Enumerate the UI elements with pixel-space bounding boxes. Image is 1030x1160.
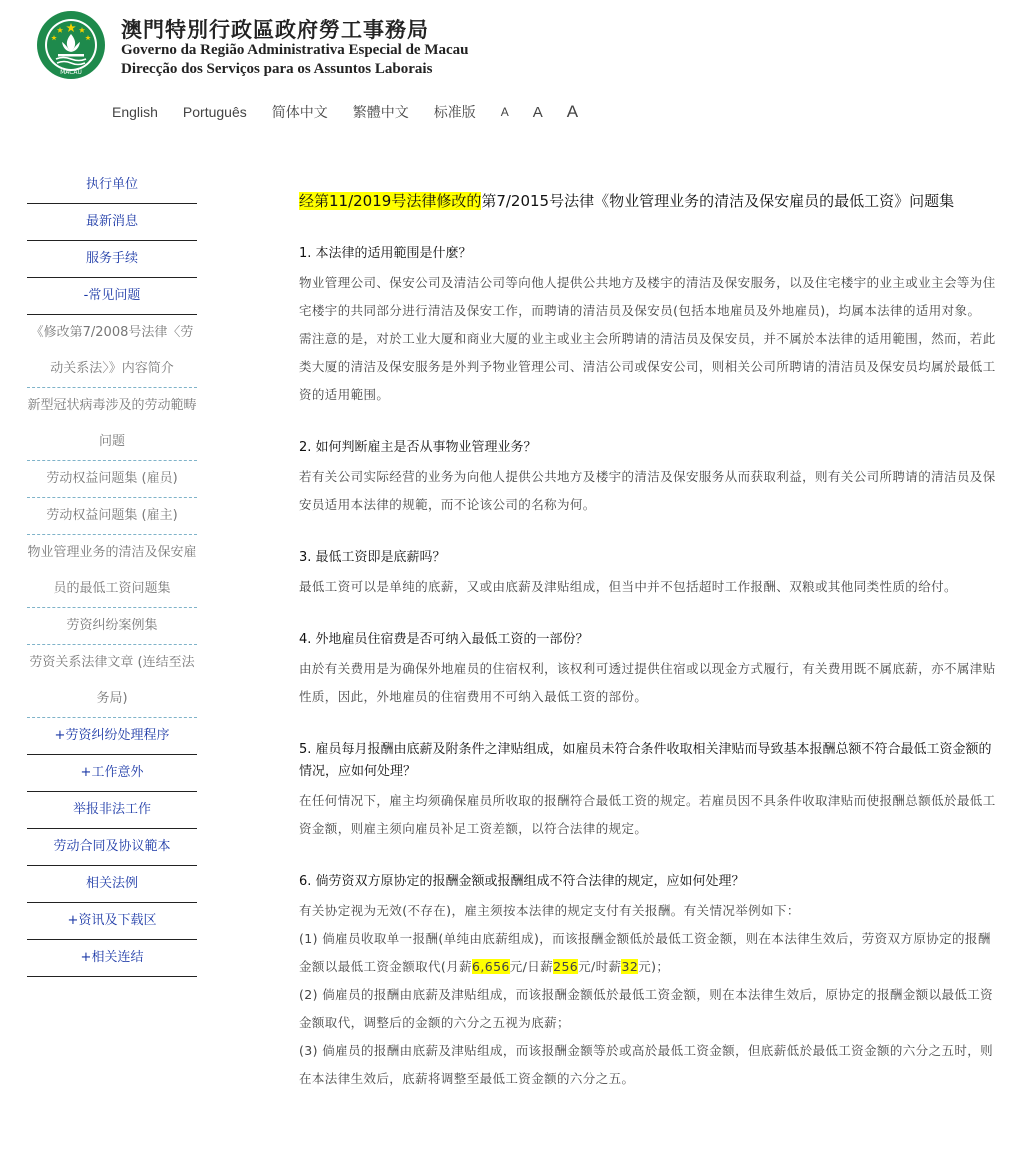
site-title-portuguese-line1: Governo da Região Administrativa Especial de Macau xyxy=(121,42,469,58)
sidebar-subitem-rights-employee[interactable]: 劳动权益问题集 (雇员) xyxy=(27,461,197,498)
faq-section-4 xyxy=(299,629,1001,711)
lang-simplified-chinese-link[interactable]: 简体中文 xyxy=(271,104,328,120)
main-content xyxy=(299,190,1001,1121)
faq-question: 2. 如何判断雇主是否从事物业管理业务？ xyxy=(299,440,537,455)
sidebar-item-work-accident[interactable]: +工作意外 xyxy=(27,755,197,792)
sidebar-item-related-links[interactable]: +相关连结 xyxy=(27,940,197,977)
faq-question: 6. 倘劳资双方原协定的报酬金额或报酬组成不符合法律的规定，应如何处理？ xyxy=(299,874,745,889)
faq-question: 1. 本法律的适用範围是什麼？ xyxy=(299,246,472,261)
faq-answer: 若有关公司实际经营的业务为向他人提供公共地方及楼宇的清洁及保安服务从而获取利益，则有关公司所聘请的清洁员及保安员适用本法律的规範，而不论该公司的名称为何。 xyxy=(299,469,996,512)
lang-portugues-link[interactable]: Português xyxy=(182,104,247,120)
sidebar-subitem-legal-articles[interactable]: 劳资关系法律文章 (连结至法务局) xyxy=(27,645,197,718)
faq-answer-example-1 xyxy=(299,925,1001,981)
faq-answer-example-3: (3) 倘雇员的报酬由底薪及津贴组成，而该报酬金额等於或高於最低工资金额，但底薪低於最低工资金额的六分之五时，则在本法律生效后，底薪将调整至最低工资金额的六分之五。 xyxy=(299,1043,994,1086)
site-title-portuguese-line2: Direcção dos Serviços para os Assuntos Laborais xyxy=(121,61,433,77)
faq-answer: 需注意的是，对於工业大厦和商业大厦的业主或业主会所聘请的清洁员及保安员，并不属於本法律的适用範围，然而，若此类大厦的清洁及保安服务是外判予物业管理公司、清洁公司或保安公司，则相关公司所聘请的清洁员及保安员均属於最低工资的适用範围。 xyxy=(299,331,996,402)
faq-question: 5. 雇员每月报酬由底薪及附条件之津贴组成，如雇员未符合条件收取相关津贴而导致基本报酬总额不符合最低工资金额的情况，应如何处理？ xyxy=(299,742,992,779)
faq-question: 3. 最低工资即是底薪吗？ xyxy=(299,550,446,565)
title-rest: 第7/2015号法律《物业管理业务的清洁及保安雇员的最低工资》问题集 xyxy=(481,192,955,210)
logo-text: MACAU xyxy=(60,69,82,76)
sidebar-subitem-covid-labour[interactable]: 新型冠状病毒涉及的劳动範畴问题 xyxy=(27,388,197,461)
sidebar-subitem-minimum-wage-faq[interactable]: 物业管理业务的清洁及保安雇员的最低工资问题集 xyxy=(27,535,197,608)
sidebar-subitem-dispute-cases[interactable]: 劳资纠纷案例集 xyxy=(27,608,197,645)
sidebar-item-services[interactable]: 服务手续 xyxy=(27,241,197,278)
faq-section-6 xyxy=(299,871,1001,1093)
faq-answer: 由於有关费用是为确保外地雇员的住宿权利，该权利可透过提供住宿或以现金方式履行，有关费用既不属底薪，亦不属津贴性质，因此，外地雇员的住宿费用不可纳入最低工资的部份。 xyxy=(299,661,996,704)
font-size-small-button[interactable]: A xyxy=(500,105,509,119)
faq-answer: 最低工资可以是单纯的底薪，又或由底薪及津贴组成，但当中并不包括超时工作报酬、双粮或其他同类性质的给付。 xyxy=(299,579,957,594)
site-title-chinese: 澳門特別行政區政府勞工事務局 xyxy=(121,17,429,42)
sidebar-subitem-rights-employer[interactable]: 劳动权益问题集 (雇主) xyxy=(27,498,197,535)
sidebar-item-report-illegal-work[interactable]: 举报非法工作 xyxy=(27,792,197,829)
monthly-wage-value: 6,656 xyxy=(471,959,510,974)
sidebar-item-news[interactable]: 最新消息 xyxy=(27,204,197,241)
language-bar xyxy=(112,98,578,126)
sidebar-item-dispute-procedure[interactable]: +劳资纠纷处理程序 xyxy=(27,718,197,755)
lang-traditional-chinese-link[interactable]: 繁體中文 xyxy=(352,104,409,120)
faq-question: 4. 外地雇员住宿费是否可纳入最低工资的一部份？ xyxy=(299,632,589,647)
sidebar-subitem-labour-relations-amendment[interactable]: 《修改第7/2008号法律〈劳动关系法〉》内容简介 xyxy=(27,315,197,388)
font-size-medium-button[interactable]: A xyxy=(532,103,543,121)
page-title xyxy=(299,190,1001,211)
answer-text: 元/日薪 xyxy=(509,959,554,974)
answer-text: 元/时薪 xyxy=(578,959,622,974)
faq-answer: 在任何情况下，雇主均须确保雇员所收取的报酬符合最低工资的规定。若雇员因不具条件收取津贴而使报酬总额低於最低工资金额，则雇主须向雇员补足工资差额，以符合法律的规定。 xyxy=(299,793,996,836)
font-size-large-button[interactable]: A xyxy=(566,102,579,121)
faq-answer-example-2: (2) 倘雇员的报酬由底薪及津贴组成，而该报酬金额低於最低工资金额，则在本法律生效后，原协定的报酬金额以最低工资金额取代，调整后的金额的六分之五视为底薪； xyxy=(299,987,994,1030)
hourly-wage-value: 32 xyxy=(621,959,639,974)
sidebar-item-contract-templates[interactable]: 劳动合同及协议範本 xyxy=(27,829,197,866)
sidebar-item-downloads[interactable]: +资讯及下载区 xyxy=(27,903,197,940)
macau-emblem-icon[interactable] xyxy=(36,10,106,80)
faq-answer: 物业管理公司、保安公司及清洁公司等向他人提供公共地方及楼宇的清洁及保安服务，以及住宅楼宇的业主或业主会等为住宅楼宇的共同部分进行清洁及保安工作，而聘请的清洁员及保安员(包括本地雇员及外地雇员)，均属本法律的适用对象。 xyxy=(299,275,996,318)
sidebar-item-related-laws[interactable]: 相关法例 xyxy=(27,866,197,903)
title-highlight: 经第11/2019号法律修改的 xyxy=(299,192,482,210)
faq-section-2 xyxy=(299,437,1001,519)
faq-answer: 有关协定视为无效(不存在)，雇主须按本法律的规定支付有关报酬。有关情况举例如下： xyxy=(299,903,800,918)
sidebar-nav xyxy=(27,167,197,977)
daily-wage-value: 256 xyxy=(553,959,579,974)
faq-section-5 xyxy=(299,739,1001,843)
standard-version-link[interactable]: 标准版 xyxy=(433,104,476,120)
lang-english-link[interactable]: English xyxy=(112,104,158,120)
site-header xyxy=(0,0,1030,140)
faq-section-1 xyxy=(299,243,1001,409)
sidebar-item-execution-unit[interactable]: 执行单位 xyxy=(27,167,197,204)
answer-text: 元)； xyxy=(638,959,670,974)
sidebar-item-faq[interactable]: -常见问题 xyxy=(27,278,197,315)
faq-section-3 xyxy=(299,547,1001,601)
answer-text: (1) 倘雇员收取单一报酬(单纯由底薪组成)，而该报酬金额低於最低工资金额，则在本法律生效后，劳资双方原协定的报酬金额以最低工资金额取代(月薪 xyxy=(299,931,991,974)
